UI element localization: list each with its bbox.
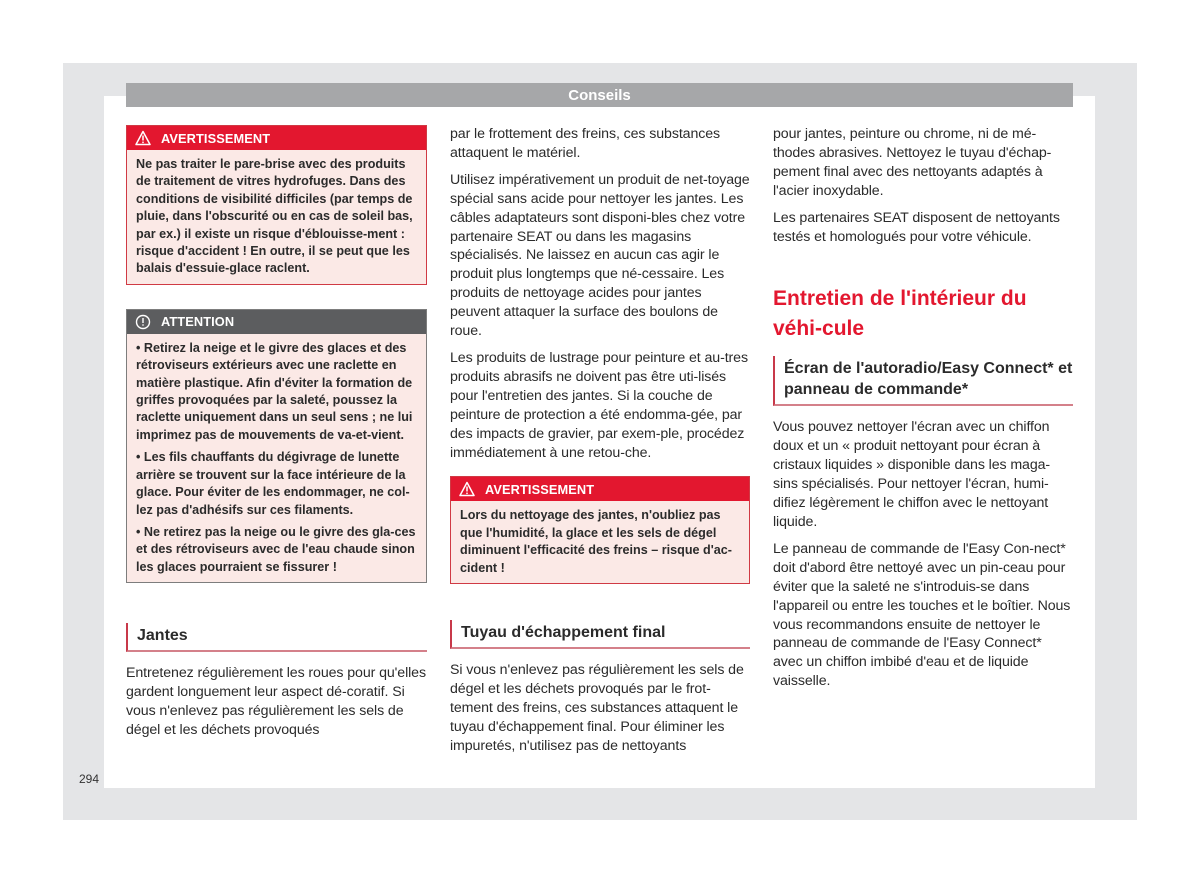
column-2 (450, 125, 750, 764)
warning-box (126, 125, 427, 285)
warning-box-header (451, 477, 749, 501)
attention-item: • Retirez la neige et le givre des glaces et des rétroviseurs extérieurs avec une raclette en matière plastique. Afin d'éviter la formation de griffes provoquées par la saleté, poussez la raclette uniquement dans un seul sens ; ne lui imprimez pas de mouvements de va-et-vient. (136, 340, 413, 442)
paragraph: Le panneau de commande de l'Easy Con-nect* doit d'abord être nettoyé avec un pin-ceau pour éviter que la saleté ne s'introduis-se dans l'appareil ou entre les touches et le boîtier. Nous vous recommandons ensuite de nettoyer le panneau de commande de l'Easy Connect* avec un chiffon imbibé d'eau et de liquide vaisselle. (773, 540, 1071, 690)
jantes-heading: Jantes (126, 623, 427, 652)
column-1 (126, 125, 427, 748)
page-number: 294 (79, 772, 100, 786)
section-title: Entretien de l'intérieur du véhi-cule (773, 287, 1027, 341)
attention-box (126, 309, 427, 583)
paragraph: Utilisez impérativement un produit de net-toyage spécial sans acide pour nettoyer les jantes. Les câbles adaptateurs sont disponi-bles chez votre partenaire SEAT ou dans les magasins spécialisés. Ne laissez en aucun cas agir le produit plus longtemps que né-cessaire. Les produits de nettoyage acides pour jantes peuvent attaquer la surface des boulons de roue. (450, 171, 750, 340)
jantes-paragraph: Entretenez régulièrement les roues pour qu'elles gardent longuement leur aspect dé-coratif. Si vous n'enlevez pas régulièrement les sels de dégel et les déchets provoqués (126, 665, 426, 738)
warning-triangle-icon (135, 130, 151, 146)
warning-text: Lors du nettoyage des jantes, n'oubliez pas que l'humidité, la glace et les sels de dégel diminuent l'efficacité des freins – risque d'ac-cident ! (460, 508, 732, 575)
paragraph: par le frottement des freins, ces substances attaquent le matériel. (450, 126, 721, 161)
attention-item: • Ne retirez pas la neige ou le givre des gla-ces et des rétroviseurs avec de l'eau chaude sinon les glaces pourraient se fissurer ! (136, 524, 416, 574)
paragraph: Les partenaires SEAT disposent de nettoyants testés et homologués pour votre véhicule. (773, 209, 1060, 245)
exclamation-circle-icon (135, 314, 151, 330)
warning-title: AVERTISSEMENT (161, 130, 271, 146)
attention-title: ATTENTION (161, 314, 235, 330)
paragraph: Les produits de lustrage pour peinture et au-tres produits abrasifs ne doivent pas être uti-lisés pour l'entretien des jantes. Si la couche de peinture de protection a été endomma-gée, par des impacts de gravier, par exem-ple, procédez immédiatement à une retou-che. (450, 349, 748, 461)
page-header-title: Conseils (126, 83, 1073, 107)
attention-box-header (127, 310, 426, 334)
subsection-heading: Écran de l'autoradio/Easy Connect* et panneau de commande* (773, 356, 1073, 406)
warning-box (450, 476, 750, 584)
column-3 (773, 125, 1073, 699)
warning-box-header (127, 126, 426, 150)
exhaust-heading: Tuyau d'échappement final (450, 620, 750, 649)
warning-triangle-icon (459, 481, 475, 497)
warning-text: Ne pas traiter le pare-brise avec des produits de traitement de vitres hydrofuges. Dans des conditions de visibilité difficiles (par temps de pluie, dans l'obscurité ou en cas de soleil bas, par ex.) il existe un risque d'éblouisse-ment : risque d'accident ! En outre, il se peut que les balais d'essuie-glace raclent. (136, 157, 413, 276)
paragraph: Vous pouvez nettoyer l'écran avec un chiffon doux et un « produit nettoyant pour écran à cristaux liquides » disponible dans les maga-sins spécialisés. Pour nettoyer l'écran, humi-difiez légèrement le chiffon avec le nettoyant liquide. (773, 419, 1051, 530)
attention-item: • Les fils chauffants du dégivrage de lunette arrière se trouvent sur la face intérieure de la glace. Pour éviter de les endommager, ne col-lez pas d'adhésifs sur ces filaments. (136, 450, 410, 517)
paragraph: pour jantes, peinture ou chrome, ni de mé-thodes abrasives. Nettoyez le tuyau d'échap-pement final avec des nettoyants adaptés à l'acier inoxydable. (773, 126, 1052, 199)
warning-title: AVERTISSEMENT (485, 481, 595, 497)
exhaust-paragraph: Si vous n'enlevez pas régulièrement les sels de dégel et les déchets provoqués par le frot-tement des freins, ces substances attaquent le tuyau d'échappement final. Pour éliminer les impuretés, n'utilisez pas de nettoyants (450, 662, 744, 754)
